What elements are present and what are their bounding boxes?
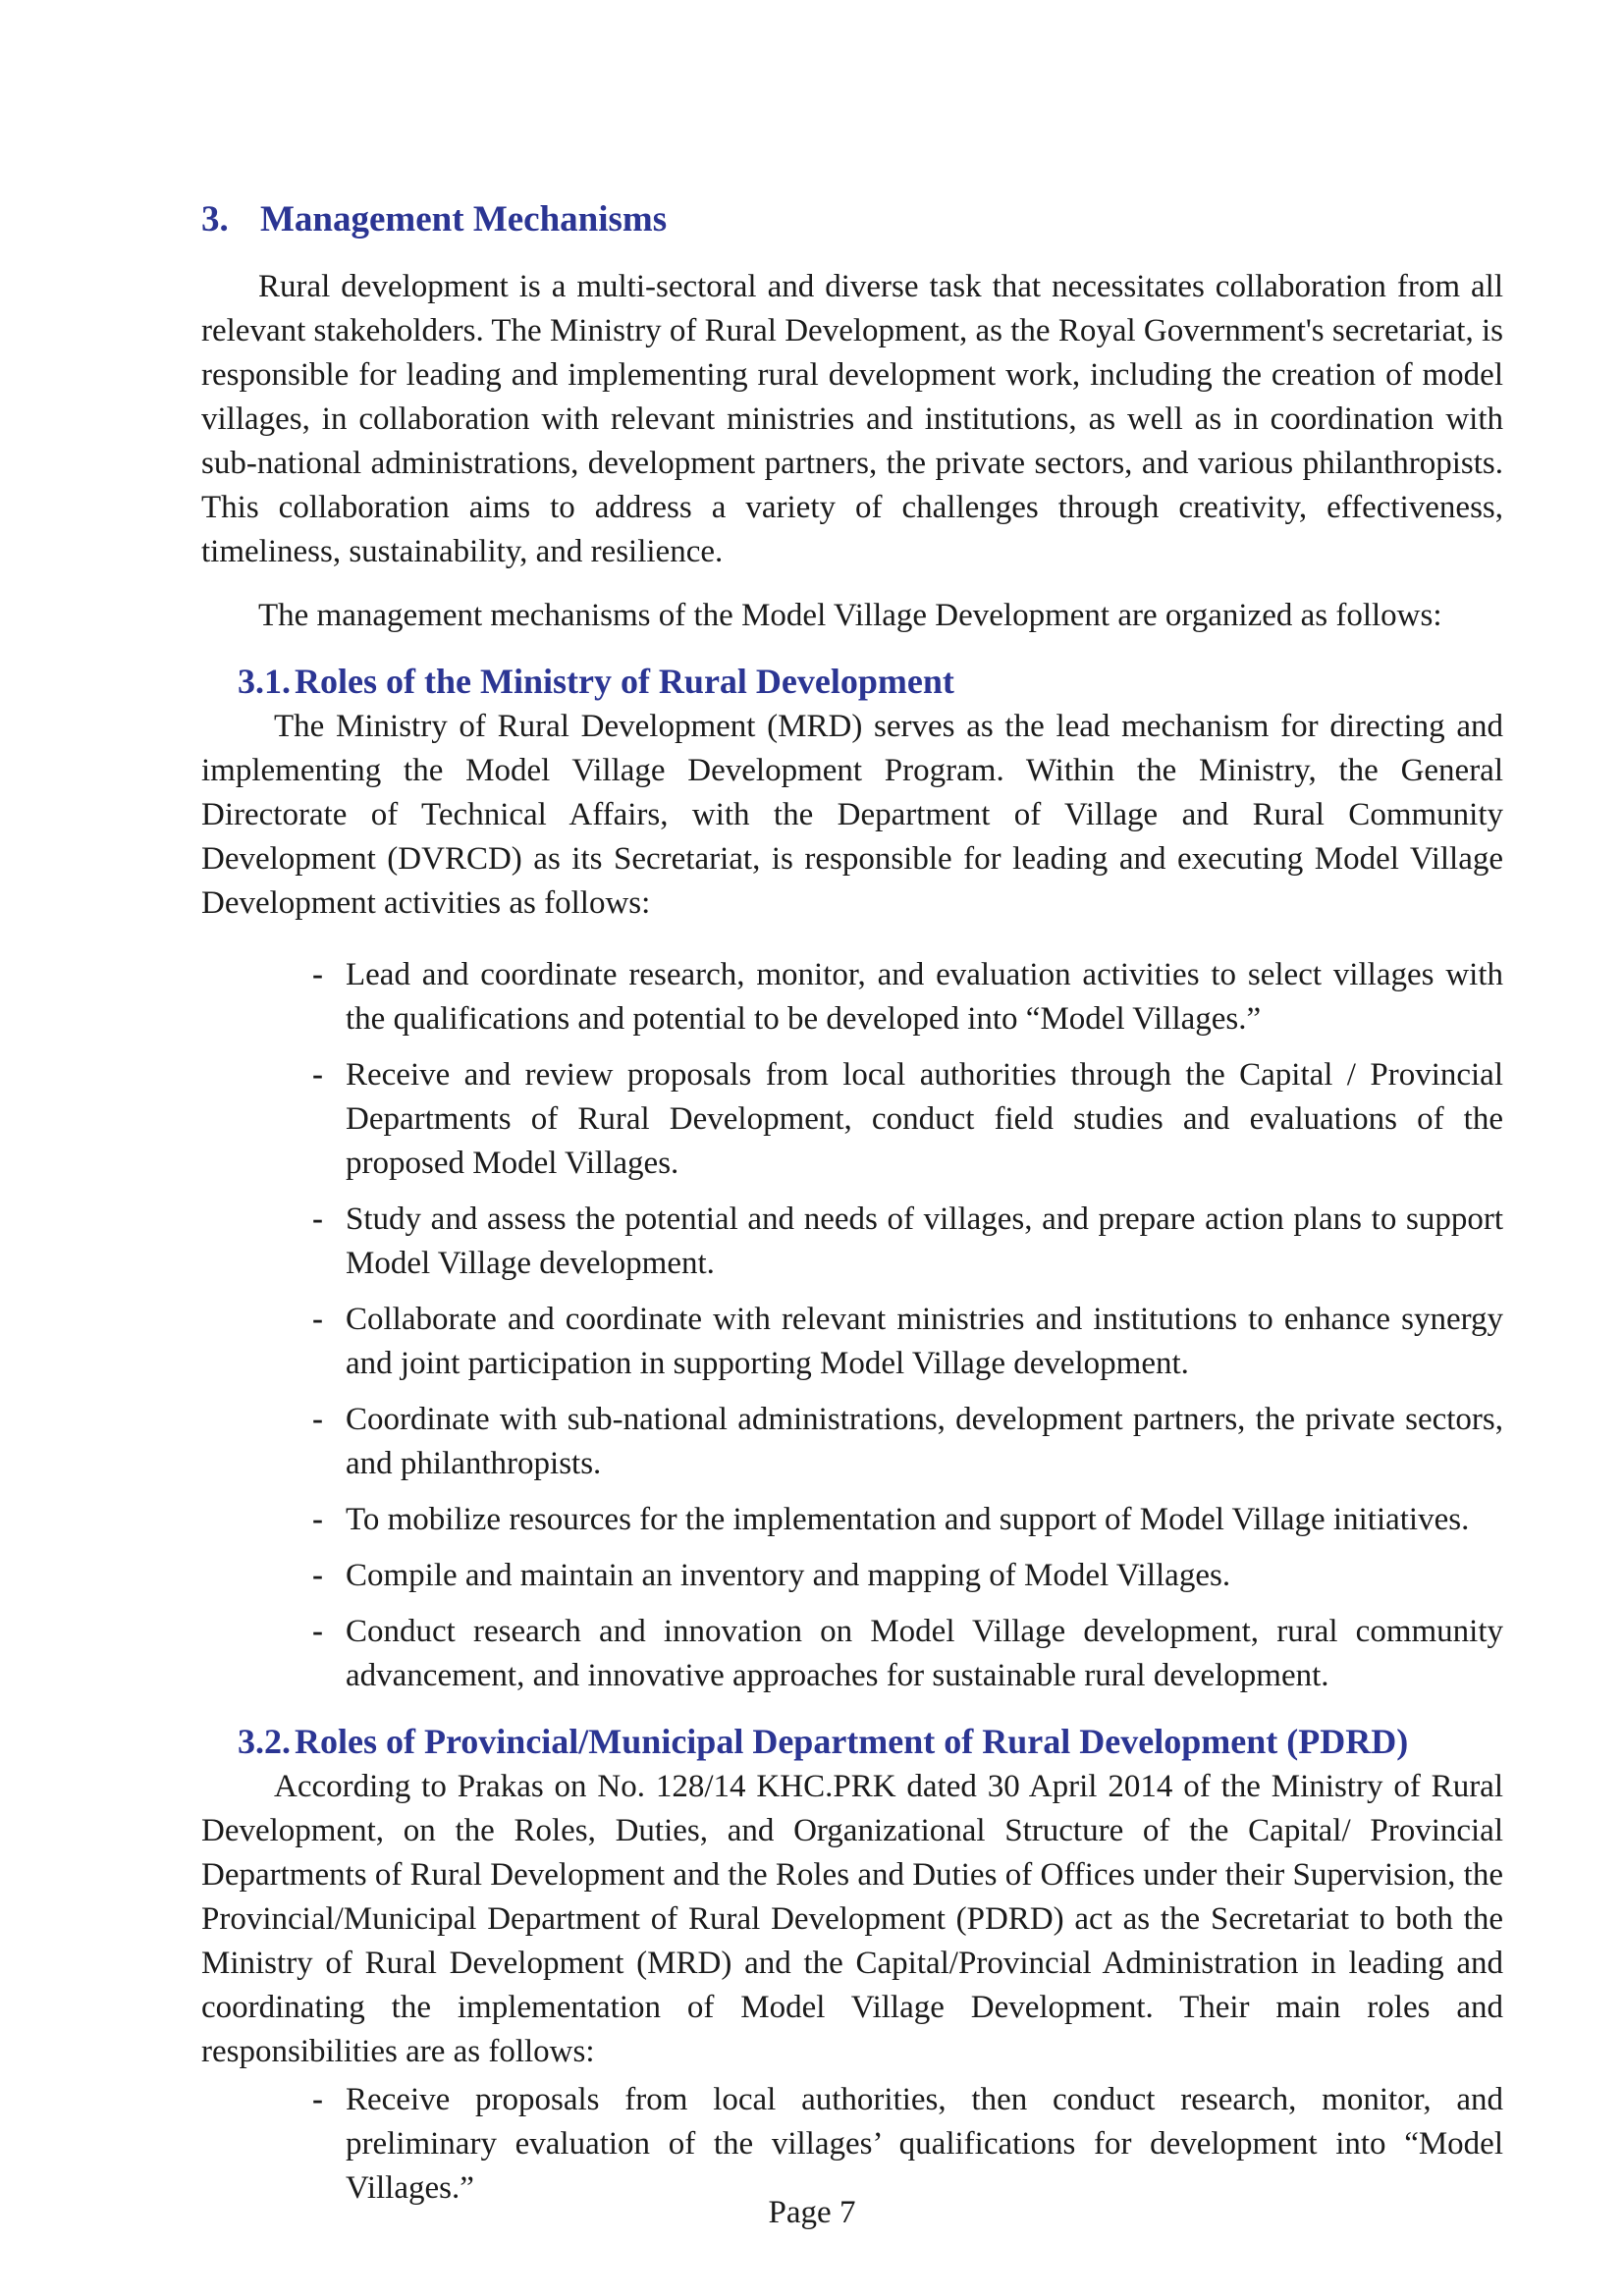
subsection-3-1-heading (238, 658, 1503, 705)
bullet-item (312, 1498, 1503, 1542)
page-number: Page 7 (768, 2195, 856, 2230)
paragraph-management-mechanisms: The management mechanisms of the Model Village Development are organized as follows: (258, 598, 1442, 633)
dash-bullet-icon: - (312, 1614, 323, 1649)
dash-bullet-icon: - (312, 1402, 323, 1437)
bullet-text: Collaborate and coordinate with relevant ministries and institutions to enhance synergy and joint participation in supporting Model Village development. (346, 1302, 1503, 1381)
bullet-text: Study and assess the potential and needs of villages, and prepare action plans to support Model Village development. (346, 1201, 1503, 1281)
subsection-3-1-number: 3.1. (238, 662, 291, 701)
paragraph-rural-development: Rural development is a multi-sectoral and diverse task that necessitates collaboration from all relevant stakeholders. The Ministry of Rural Development, as the Royal Government's secretariat, is responsible for leading and implementing rural development work, including the creation of model villages, in collaboration with relevant ministries and institutions, as well as in coordination with sub-national administrations, development partners, the private sectors, and various philanthropists. This collaboration aims to address a variety of challenges through creativity, effectiveness, timeliness, sustainability, and resilience. (201, 269, 1503, 569)
section-3-heading (201, 196, 1503, 243)
paragraph-pdrd-roles: According to Prakas on No. 128/14 KHC.PRK dated 30 April 2014 of the Ministry of Rural Development, on the Roles, Duties, and Organizational Structure of the Capital/ Provincial Departments of Rural Development and the Roles and Duties of Offices under their Supervision, the Provincial/Municipal Department of Rural Development (PDRD) act as the Secretariat to both the Ministry of Rural Development (MRD) and the Capital/Provincial Administration in leading and coordinating the implementation of Model Village Development. Their main roles and responsibilities are as follows: (201, 1769, 1503, 2069)
bullet-text: Receive proposals from local authorities, then conduct research, monitor, and preliminary evaluation of the villages’ qualifications for development into “Model Villages.” (346, 2082, 1503, 2206)
dash-bullet-icon: - (312, 957, 323, 992)
bullet-text: Lead and coordinate research, monitor, and evaluation activities to select villages with the qualifications and potential to be developed into “Model Villages.” (346, 957, 1503, 1037)
bullet-item (312, 1198, 1503, 1286)
section-3-number: 3. (201, 199, 229, 240)
bullet-text: Compile and maintain an inventory and mapping of Model Villages. (346, 1558, 1231, 1593)
dash-bullet-icon: - (312, 1502, 323, 1537)
bullet-item (312, 953, 1503, 1041)
dash-bullet-icon: - (312, 1057, 323, 1093)
subsection-3-2-number: 3.2. (238, 1722, 291, 1761)
bullet-item (312, 1554, 1503, 1598)
bullet-text: Conduct research and innovation on Model Village development, rural community advancement, and innovative approaches for sustainable rural development. (346, 1614, 1503, 1693)
bullet-text: To mobilize resources for the implementation and support of Model Village initiatives. (346, 1502, 1470, 1537)
section-3-title: Management Mechanisms (260, 199, 668, 240)
subsection-3-2-heading (238, 1718, 1503, 1765)
bullet-list-mrd-roles (312, 953, 1503, 1698)
dash-bullet-icon: - (312, 1302, 323, 1337)
subsection-3-2-title: Roles of Provincial/Municipal Department of Rural Development (PDRD) (295, 1722, 1409, 1761)
bullet-item (312, 1298, 1503, 1386)
subsection-3-1-title: Roles of the Ministry of Rural Development (295, 662, 954, 701)
bullet-item (312, 1610, 1503, 1698)
dash-bullet-icon: - (312, 2082, 323, 2117)
bullet-item (312, 1398, 1503, 1486)
page-content (201, 196, 1503, 2222)
bullet-text: Coordinate with sub-national administrations, development partners, the private sectors, and philanthropists. (346, 1402, 1503, 1481)
bullet-item (312, 1053, 1503, 1186)
bullet-text: Receive and review proposals from local authorities through the Capital / Provincial Departments of Rural Development, conduct field studies and evaluations of the proposed Model Villages. (346, 1057, 1503, 1181)
dash-bullet-icon: - (312, 1201, 323, 1237)
dash-bullet-icon: - (312, 1558, 323, 1593)
paragraph-mrd-roles: The Ministry of Rural Development (MRD) serves as the lead mechanism for directing and implementing the Model Village Development Program. Within the Ministry, the General Directorate of Technical Affairs, with the Department of Village and Rural Community Development (DVRCD) as its Secretariat, is responsible for leading and executing Model Village Development activities as follows: (201, 709, 1503, 921)
